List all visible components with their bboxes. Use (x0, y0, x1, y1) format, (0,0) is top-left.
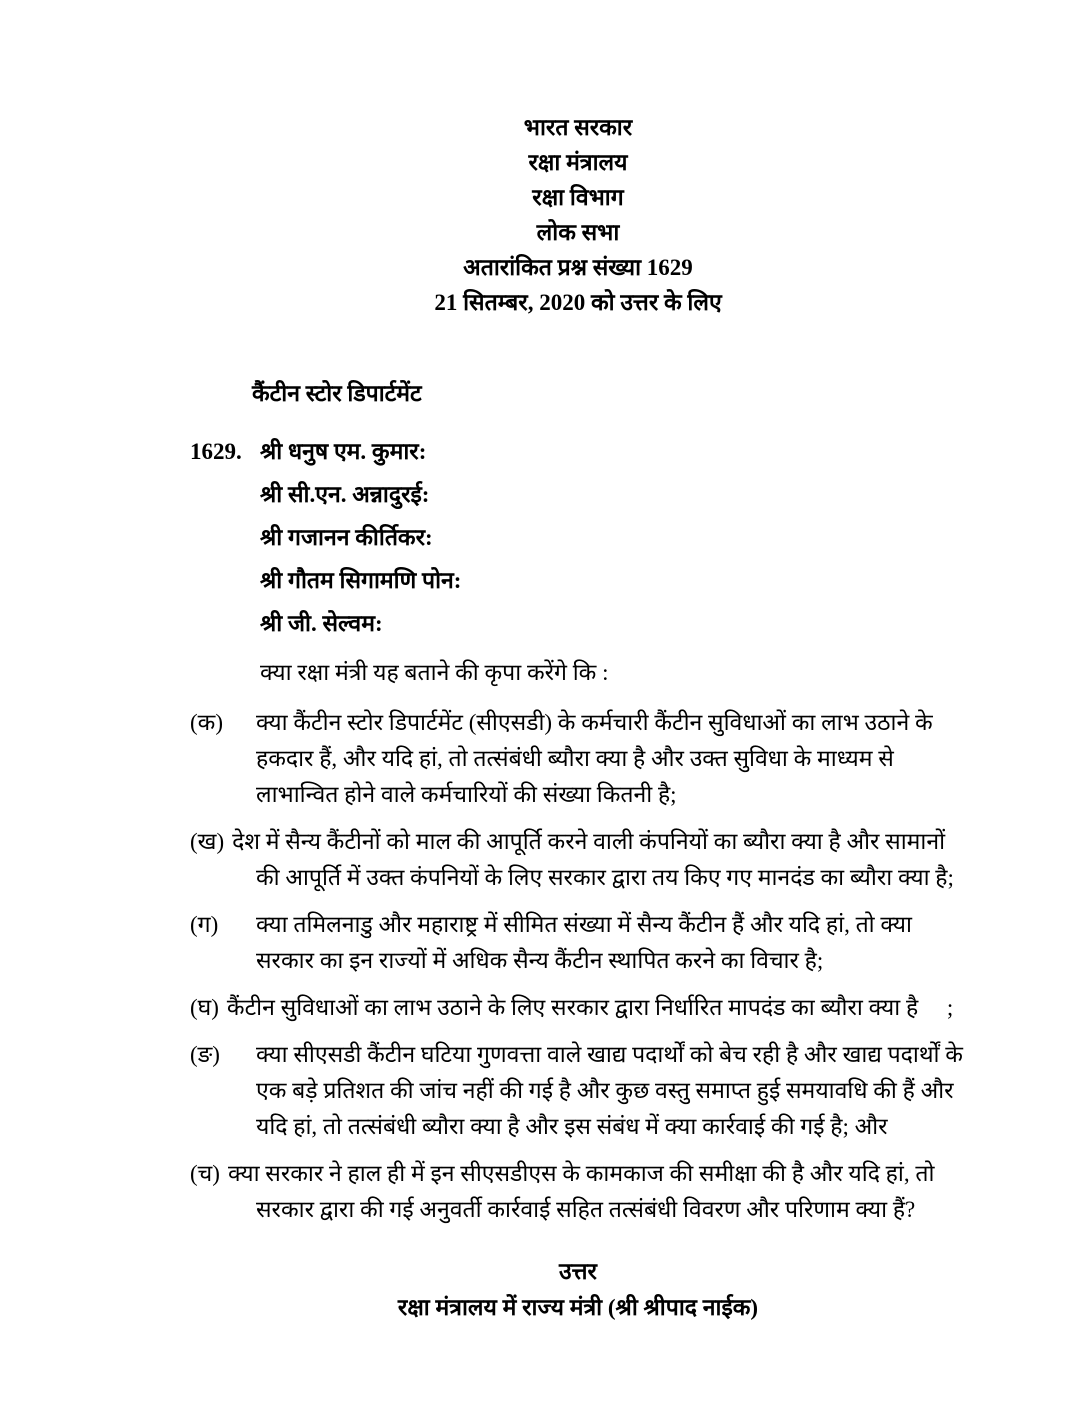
subject-title: कैंटीन स्टोर डिपार्टमेंट (252, 381, 422, 406)
member-name: श्री गौतम सिगामणि पोन: (260, 568, 462, 593)
item-label: (ग) (190, 912, 219, 937)
question-block (190, 430, 966, 645)
item-text: क्या सीएसडी कैंटीन घटिया गुणवत्ता वाले खाद्य पदार्थों को बेच रही है और खाद्य पदार्थों के एक बड़े प्रतिशत की जांच नहीं की गई है और कुछ वस्तु समाप्त हुई समयावधि की हैं और यदि हां, तो तत्संबंधी ब्यौरा क्या है और इस संबंध में क्या कार्रवाई की गई है; और (256, 1042, 963, 1139)
header-line-department: रक्षा विभाग (532, 185, 624, 210)
item-text: क्या तमिलनाडु और महाराष्ट्र में सीमित संख्या में सैन्य कैंटीन हैं और यदि हां, तो क्या सरकार का इन राज्यों में अधिक सैन्य कैंटीन स्थापित करने का विचार है; (256, 912, 912, 973)
question-number: 1629. (190, 439, 242, 464)
member-list (260, 430, 966, 645)
item-label: (घ) (190, 995, 219, 1020)
item-label: (ख) (190, 829, 225, 854)
question-item-ka (190, 705, 966, 813)
item-text: क्या सरकार ने हाल ही में इन सीएसडीएस के कामकाज की समीक्षा की है और यदि हां, तो सरकार द्वारा की गई अनुवर्ती कार्रवाई सहित तत्संबंधी विवरण और परिणाम क्या हैं? (227, 1161, 935, 1222)
question-item-kha (190, 824, 966, 896)
item-label: (च) (190, 1161, 220, 1186)
member-name: श्री जी. सेल्वम: (260, 611, 383, 636)
member-name: श्री धनुष एम. कुमार: (260, 439, 427, 464)
member-name: श्री गजानन कीर्तिकर: (260, 525, 433, 550)
header-line-question-number: अतारांकित प्रश्न संख्या 1629 (463, 255, 693, 280)
question-item-ga (190, 907, 966, 979)
item-text: देश में सैन्य कैंटीनों को माल की आपूर्ति करने वाली कंपनियों का ब्यौरा क्या है और सामानों की आपूर्ति में उक्त कंपनियों के लिए सरकार द्वारा तय किए गए मानदंड का ब्यौरा क्या है; (232, 829, 954, 890)
header-line-ministry: रक्षा मंत्रालय (528, 150, 628, 175)
header-line-answer-date: 21 सितम्बर, 2020 को उत्तर के लिए (434, 290, 722, 315)
answer-heading: उत्तर (559, 1259, 597, 1284)
intro-text: क्या रक्षा मंत्री यह बताने की कृपा करेंगे कि : (260, 660, 609, 685)
question-item-cha (190, 1156, 966, 1228)
item-label: (ङ) (190, 1042, 220, 1067)
item-label: (क) (190, 710, 223, 735)
item-text: कैंटीन सुविधाओं का लाभ उठाने के लिए सरकार द्वारा निर्धारित मापदंड का ब्यौरा क्या है ; (226, 995, 954, 1020)
member-name: श्री सी.एन. अन्नादुरई: (260, 482, 430, 507)
item-text: क्या कैंटीन स्टोर डिपार्टमेंट (सीएसडी) के कर्मचारी कैंटीन सुविधाओं का लाभ उठाने के हकदार हैं, और यदि हां, तो तत्संबंधी ब्यौरा क्या है और उक्त सुविधा के माध्यम से लाभान्वित होने वाले कर्मचारियों की संख्या कितनी है; (256, 710, 933, 807)
question-item-nga (190, 1037, 966, 1145)
document-header (190, 110, 966, 320)
minister-title: रक्षा मंत्रालय में राज्य मंत्री (श्री श्रीपाद नाईक) (397, 1295, 759, 1320)
header-line-house: लोक सभा (536, 220, 620, 245)
question-item-gha (190, 990, 966, 1026)
header-line-government: भारत सरकार (523, 115, 633, 140)
